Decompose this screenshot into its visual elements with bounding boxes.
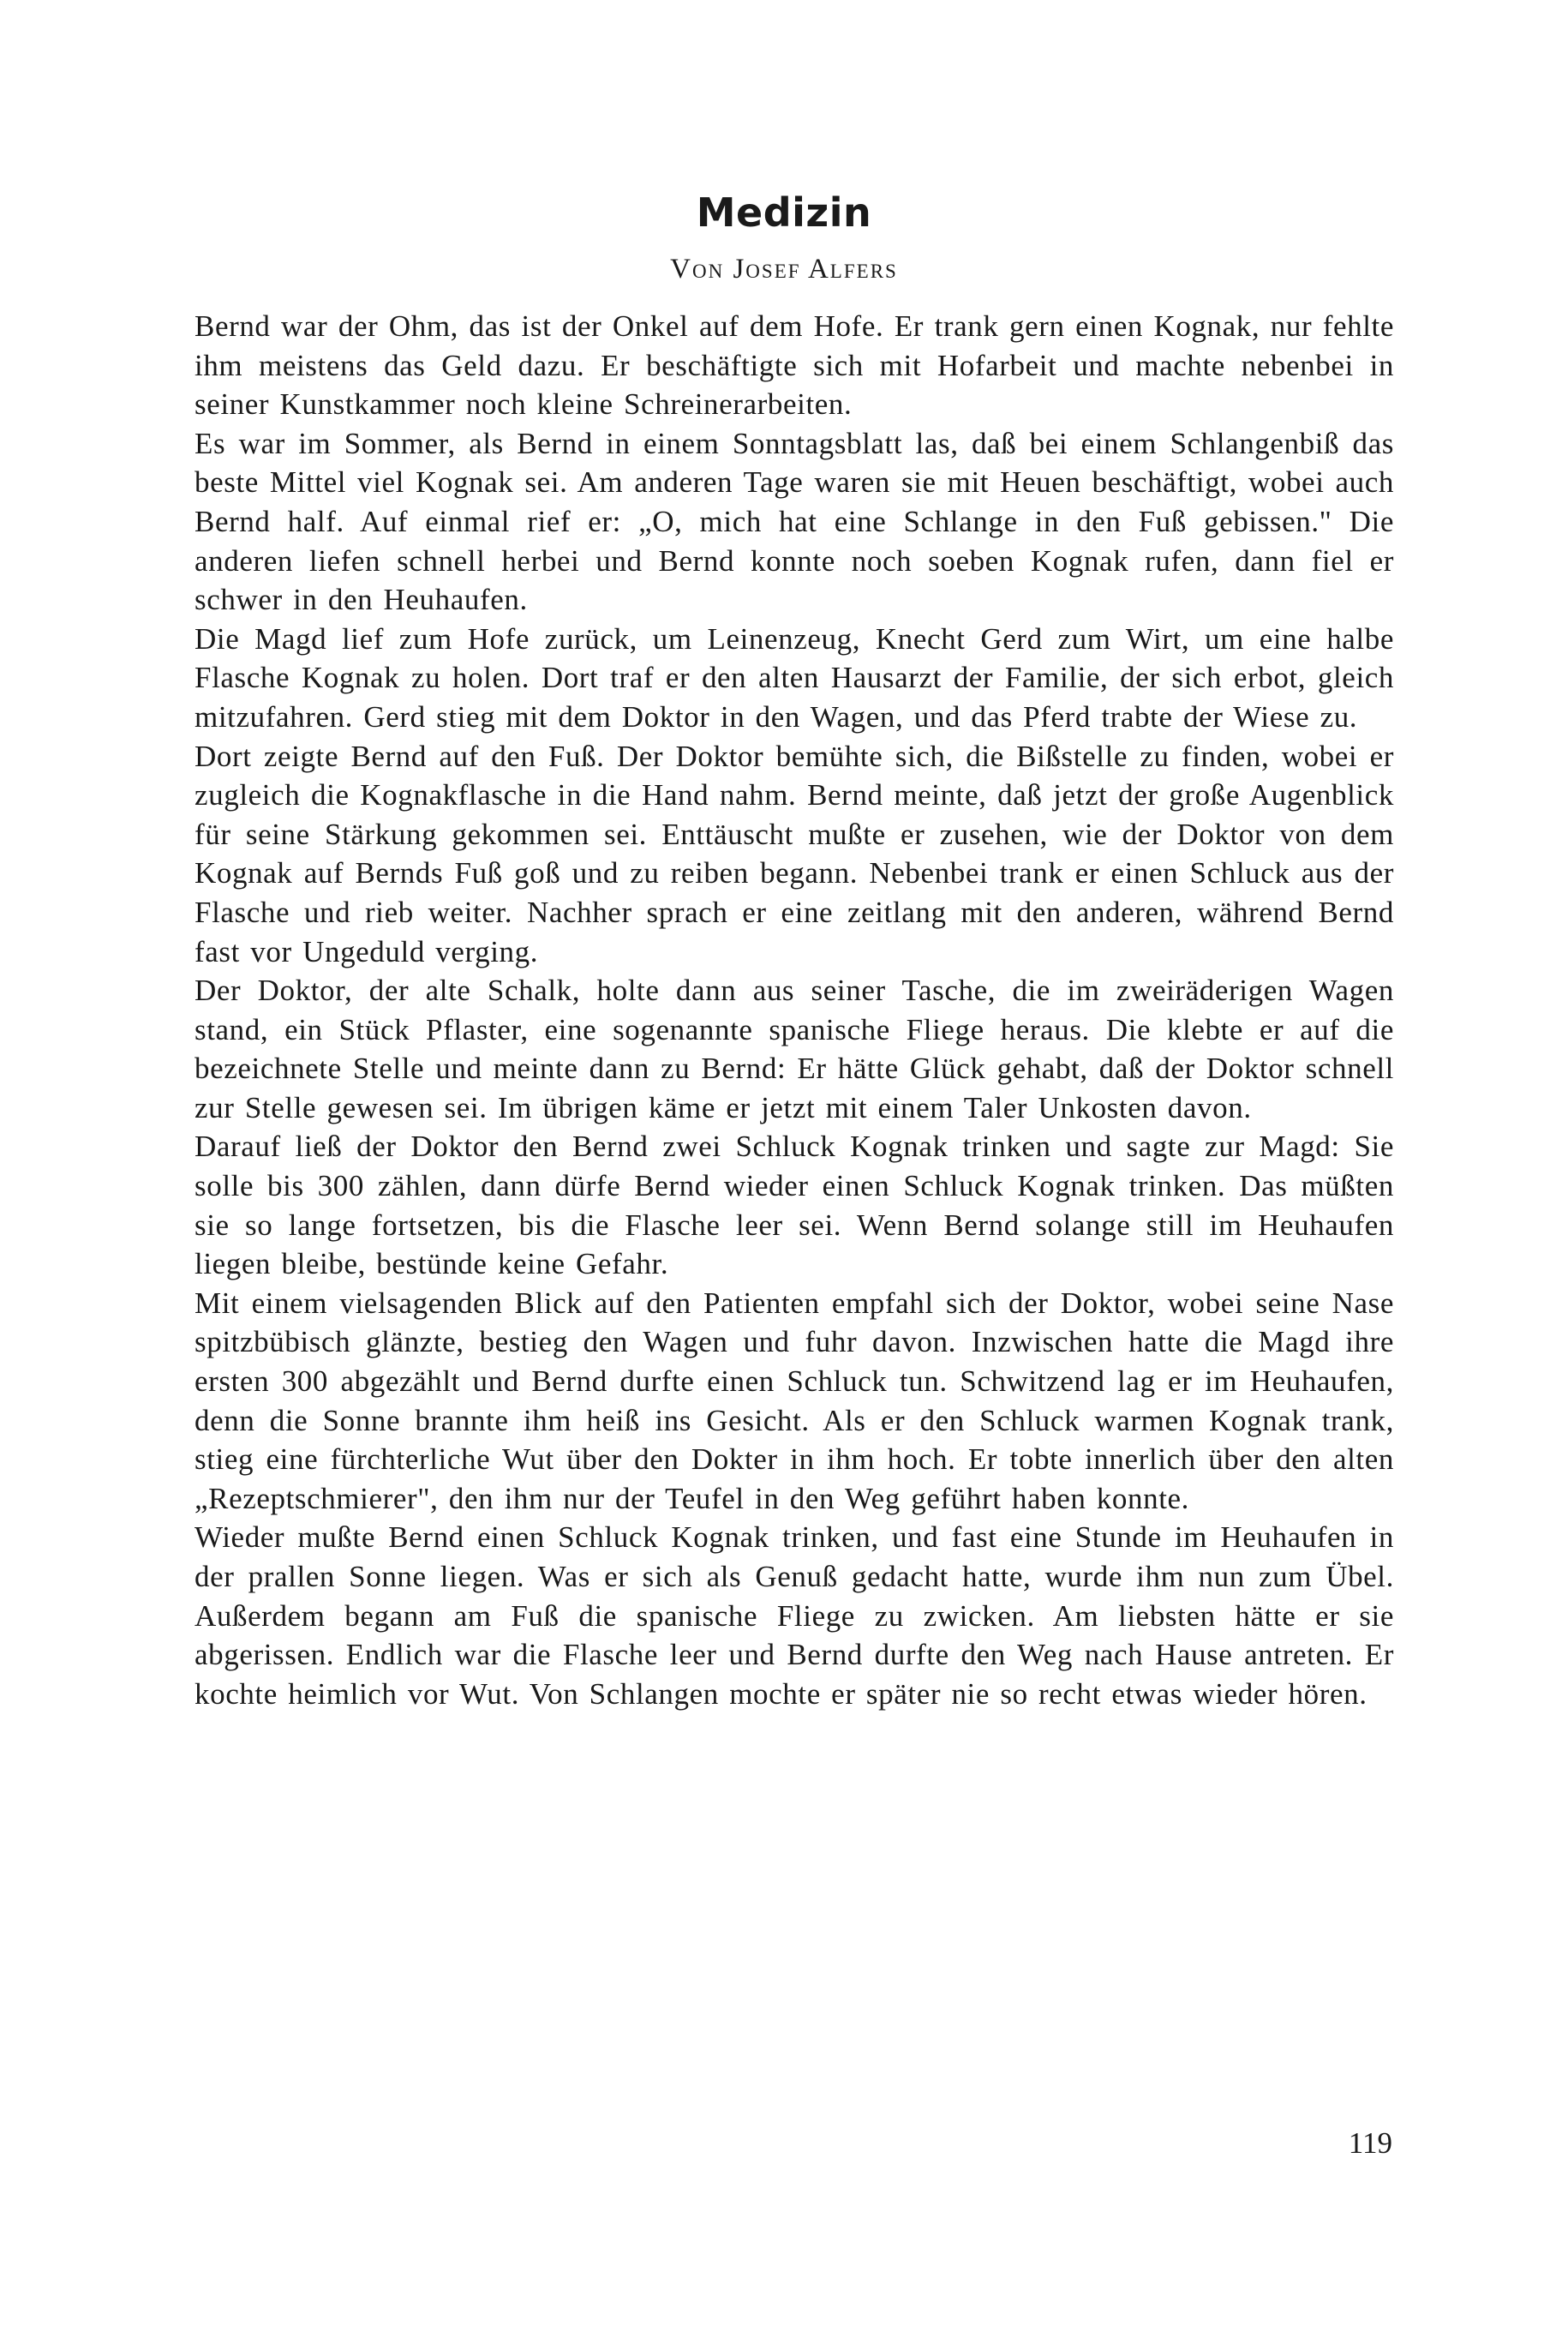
paragraph: Mit einem vielsagenden Blick auf den Patienten empfahl sich der Doktor, wobei seine Nase spitzbübisch glänzte, bestieg den Wagen und fuhr davon. Inzwischen hatte die Magd ihre ersten 300 abgezählt und Bernd durfte einen Schluck tun. Schwitzend lag er im Heuhaufen, denn die Sonne brannte ihm heiß ins Gesicht. Als er den Schluck warmen Kognak trank, stieg eine fürchterliche Wut über den Dokter in ihm hoch. Er tobte innerlich über den alten „Rezeptschmierer", den ihm nur der Teufel in den Weg geführt haben konnte. (195, 1286, 1394, 1515)
article-body (195, 307, 1394, 1713)
paragraph: Dort zeigte Bernd auf den Fuß. Der Doktor bemühte sich, die Bißstelle zu finden, wobei er zugleich die Kognakflasche in die Hand nahm. Bernd meinte, daß jetzt der große Augenblick für seine Stärkung gekommen sei. Enttäuscht mußte er zusehen, wie der Doktor von dem Kognak auf Bernds Fuß goß und zu reiben begann. Nebenbei trank er einen Schluck aus der Flasche und rieb weiter. Nachher sprach er eine zeitlang mit den anderen, während Bernd fast vor Ungeduld verging. (195, 739, 1394, 968)
article-title: Medizin (696, 189, 872, 236)
article-author: Von Josef Alfers (670, 254, 898, 285)
paragraph: Der Doktor, der alte Schalk, holte dann aus seiner Tasche, die im zweiräderigen Wagen stand, ein Stück Pflaster, eine sogenannte spanische Fliege heraus. Die klebte er auf die bezeichnete Stelle und meinte dann zu Bernd: Er hätte Glück gehabt, daß der Doktor schnell zur Stelle gewesen sei. Im übrigen käme er jetzt mit einem Taler Unkosten davon. (195, 974, 1394, 1124)
paragraph: Darauf ließ der Doktor den Bernd zwei Schluck Kognak trinken und sagte zur Magd: Sie solle bis 300 zählen, dann dürfe Bernd wieder einen Schluck Kognak trinken. Das müßten sie so lange fortsetzen, bis die Flasche leer sei. Wenn Bernd solange still im Heuhaufen liegen bleibe, bestünde keine Gefahr. (195, 1130, 1394, 1281)
paragraph: Wieder mußte Bernd einen Schluck Kognak trinken, und fast eine Stunde im Heuhaufen in der prallen Sonne liegen. Was er sich als Genuß gedacht hatte, wurde ihm nun zum Übel. Außerdem begann am Fuß die spanische Fliege zu zwicken. Am liebsten hätte er sie abgerissen. Endlich war die Flasche leer und Bernd durfte den Weg nach Hause antreten. Er kochte heimlich vor Wut. Von Schlangen mochte er später nie so recht etwas wieder hören. (195, 1520, 1394, 1711)
paragraph: Die Magd lief zum Hofe zurück, um Leinenzeug, Knecht Gerd zum Wirt, um eine halbe Flasche Kognak zu holen. Dort traf er den alten Hausarzt der Familie, der sich erbot, gleich mitzufahren. Gerd stieg mit dem Doktor in den Wagen, und das Pferd trabte der Wiese zu. (195, 621, 1394, 734)
paragraph: Es war im Sommer, als Bernd in einem Sonntagsblatt las, daß bei einem Schlangenbiß das beste Mittel viel Kognak sei. Am anderen Tage waren sie mit Heuen beschäftigt, wobei auch Bernd half. Auf einmal rief er: „O, mich hat eine Schlange in den Fuß gebissen." Die anderen liefen schnell herbei und Bernd konnte noch soeben Kognak rufen, dann fiel er schwer in den Heuhaufen. (195, 426, 1394, 617)
paragraph: Bernd war der Ohm, das ist der Onkel auf dem Hofe. Er trank gern einen Kognak, nur fehlte ihm meistens das Geld dazu. Er beschäftigte sich mit Hofarbeit und machte nebenbei in seiner Kunstkammer noch kleine Schreinerarbeiten. (195, 309, 1394, 422)
page-number: 119 (1348, 2126, 1392, 2160)
